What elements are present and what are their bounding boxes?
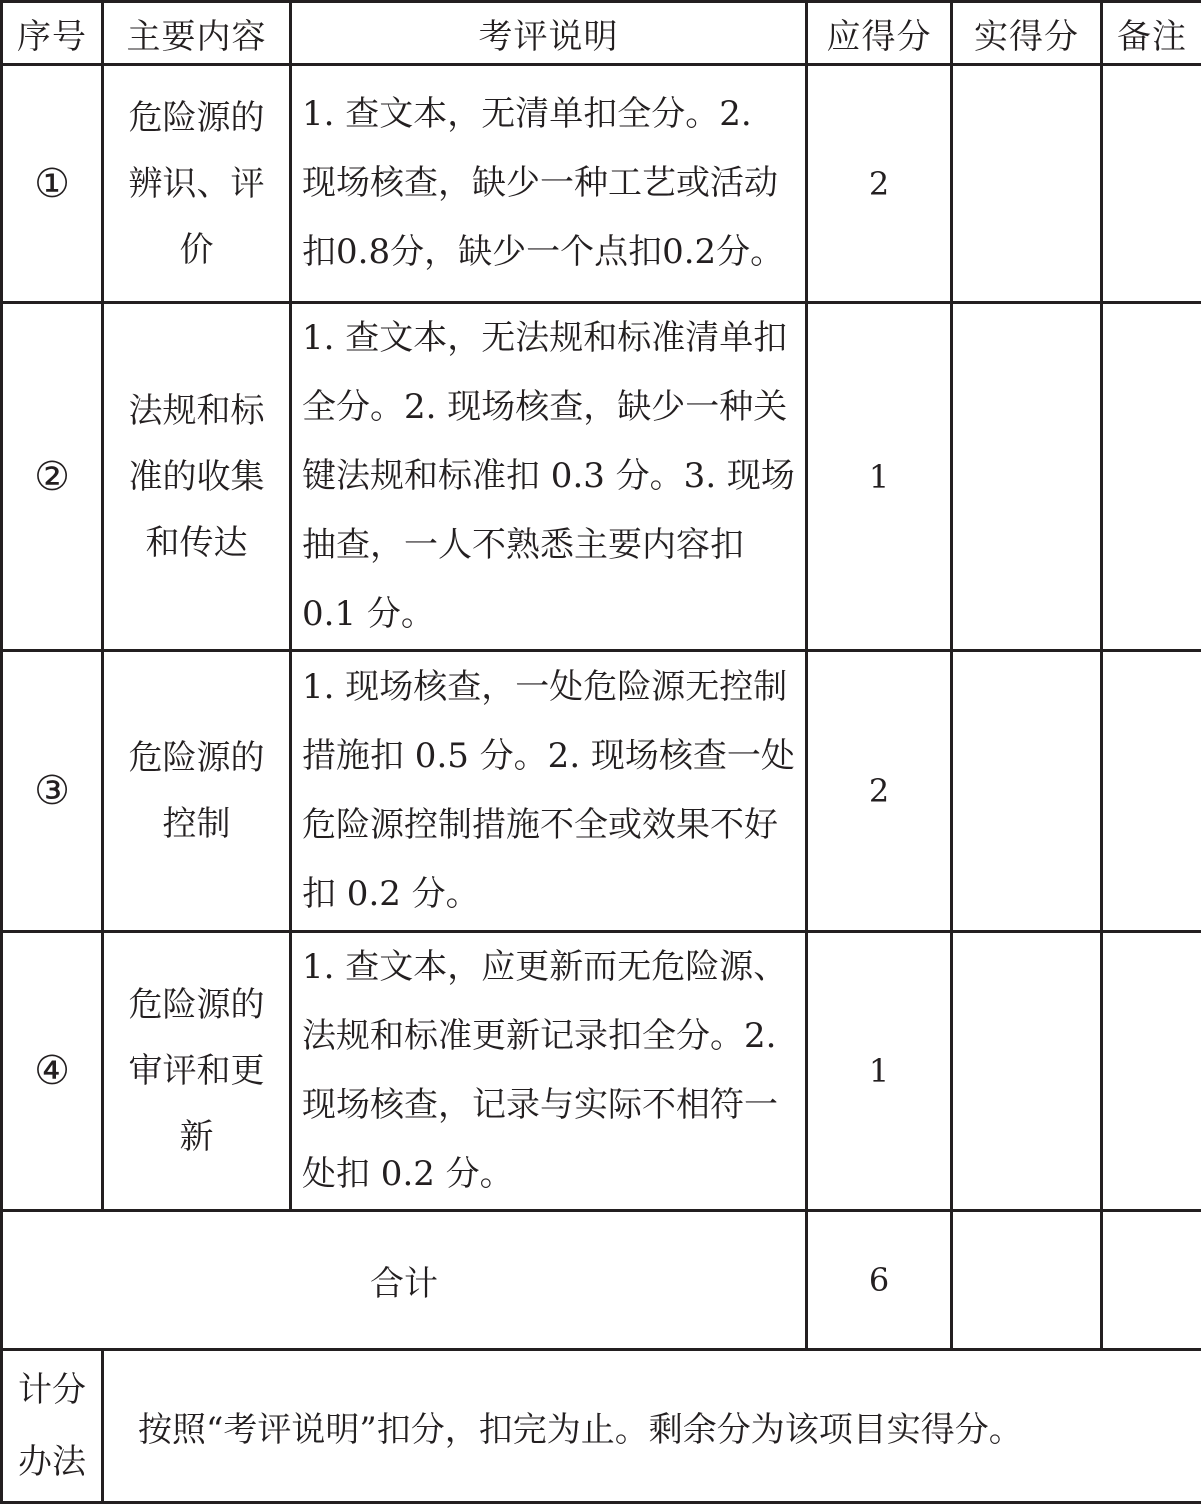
header-row [2, 2, 1201, 65]
row-should-score: 2 [807, 651, 952, 932]
row-seq: ③ [2, 651, 103, 932]
row-desc: 1. 查文本，应更新而无危险源、法规和标准更新记录扣全分。2. 现场核查，记录与实际不相符一处扣 0.2 分。 [291, 932, 807, 1211]
header-seq: 序号 [2, 2, 103, 65]
row-seq: ② [2, 303, 103, 651]
method-label: 计分办法 [2, 1350, 103, 1503]
total-actual-score [952, 1211, 1102, 1350]
total-row [2, 1211, 1201, 1350]
row-desc: 1. 查文本，无法规和标准清单扣全分。2. 现场核查，缺少一种关键法规和标准扣 0.3 分。3. 现场抽查，一人不熟悉主要内容扣 0.1 分。 [291, 303, 807, 651]
header-content: 主要内容 [103, 2, 291, 65]
row-should-score: 1 [807, 932, 952, 1211]
row-should-score: 1 [807, 303, 952, 651]
row-content: 危险源的审评和更新 [103, 932, 291, 1211]
total-should-score: 6 [807, 1211, 952, 1350]
header-should-score: 应得分 [807, 2, 952, 65]
table-row [2, 65, 1201, 303]
table-row [2, 932, 1201, 1211]
row-note [1102, 65, 1201, 303]
table-row [2, 303, 1201, 651]
header-desc: 考评说明 [291, 2, 807, 65]
row-seq: ④ [2, 932, 103, 1211]
row-content: 法规和标准的收集和传达 [103, 303, 291, 651]
table-row [2, 651, 1201, 932]
total-note [1102, 1211, 1201, 1350]
header-note: 备注 [1102, 2, 1201, 65]
row-desc: 1. 查文本，无清单扣全分。2. 现场核查，缺少一种工艺或活动扣0.8分，缺少一个点扣0.2分。 [291, 65, 807, 303]
row-actual-score [952, 303, 1102, 651]
method-text: 按照“考评说明”扣分，扣完为止。剩余分为该项目实得分。 [103, 1350, 1201, 1503]
row-note [1102, 651, 1201, 932]
row-note [1102, 932, 1201, 1211]
header-actual-score: 实得分 [952, 2, 1102, 65]
row-desc: 1. 现场核查，一处危险源无控制措施扣 0.5 分。2. 现场核查一处危险源控制措施不全或效果不好扣 0.2 分。 [291, 651, 807, 932]
total-label: 合计 [2, 1211, 807, 1350]
row-note [1102, 303, 1201, 651]
row-content: 危险源的控制 [103, 651, 291, 932]
row-seq: ① [2, 65, 103, 303]
method-row [2, 1350, 1201, 1503]
row-content: 危险源的辨识、评价 [103, 65, 291, 303]
row-actual-score [952, 65, 1102, 303]
row-actual-score [952, 651, 1102, 932]
row-should-score: 2 [807, 65, 952, 303]
row-actual-score [952, 932, 1102, 1211]
